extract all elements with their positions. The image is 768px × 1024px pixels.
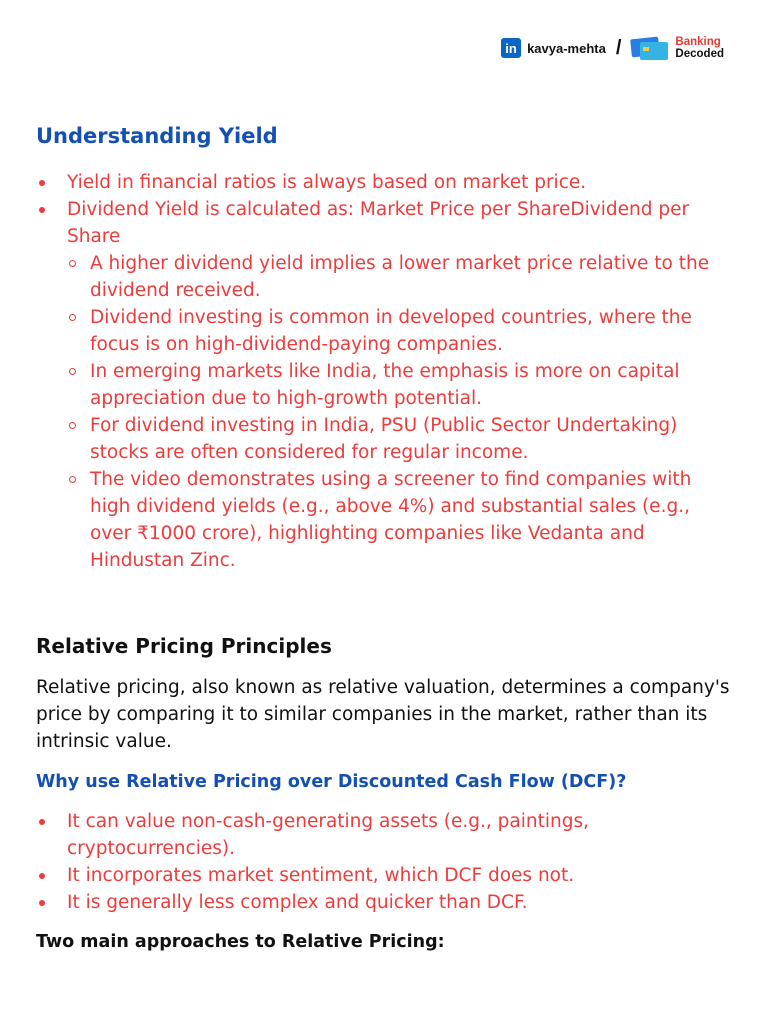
brand-logo bbox=[675, 36, 724, 60]
list-item-text: Dividend Yield is calculated as: Market Price per ShareDividend per Share bbox=[67, 199, 690, 247]
sub-list-item: In emerging markets like India, the emphasis is more on capital appreciation due to high-growth potential. bbox=[67, 358, 736, 412]
sub-list-item: The video demonstrates using a screener to find companies with high dividend yields (e.g., above 4%) and substantial sales (e.g., over ₹1000 crore), highlighting companies like Vedanta and Hindustan Zinc. bbox=[67, 466, 736, 574]
list-item: It is generally less complex and quicker than DCF. bbox=[36, 889, 736, 916]
sub-list-item: A higher dividend yield implies a lower market price relative to the dividend received. bbox=[67, 250, 736, 304]
approaches-heading: Two main approaches to Relative Pricing: bbox=[36, 932, 445, 952]
sub-list-item: For dividend investing in India, PSU (Public Sector Undertaking) stocks are often considered for regular income. bbox=[67, 412, 736, 466]
author-handle[interactable]: kavya-mehta bbox=[527, 40, 606, 56]
header bbox=[501, 36, 724, 60]
credit-cards-icon bbox=[631, 36, 669, 60]
section-title-relative-pricing: Relative Pricing Principles bbox=[36, 634, 332, 658]
list-item: It can value non-cash-generating assets (e.g., paintings, cryptocurrencies). bbox=[36, 808, 736, 862]
brand-line-2: Decoded bbox=[675, 48, 724, 60]
dcf-subheading: Why use Relative Pricing over Discounted Cash Flow (DCF)? bbox=[36, 772, 627, 792]
list-item: It incorporates market sentiment, which DCF does not. bbox=[36, 862, 736, 889]
yield-sub-bullet-list bbox=[67, 250, 736, 574]
sub-list-item: Dividend investing is common in developed countries, where the focus is on high-dividend-paying companies. bbox=[67, 304, 736, 358]
yield-bullet-list bbox=[36, 169, 736, 574]
linkedin-icon[interactable]: in bbox=[501, 38, 521, 58]
dcf-bullet-list bbox=[36, 808, 736, 916]
section-title-yield: Understanding Yield bbox=[36, 124, 278, 148]
separator: / bbox=[615, 36, 622, 59]
list-item: Yield in financial ratios is always based on market price. bbox=[36, 169, 736, 196]
document-body bbox=[36, 124, 736, 952]
relative-pricing-paragraph: Relative pricing, also known as relative valuation, determines a company's price by comparing it to similar companies in the market, rather than its intrinsic value. bbox=[36, 677, 730, 752]
brand-line-1: Banking bbox=[675, 36, 721, 48]
list-item bbox=[36, 196, 736, 574]
